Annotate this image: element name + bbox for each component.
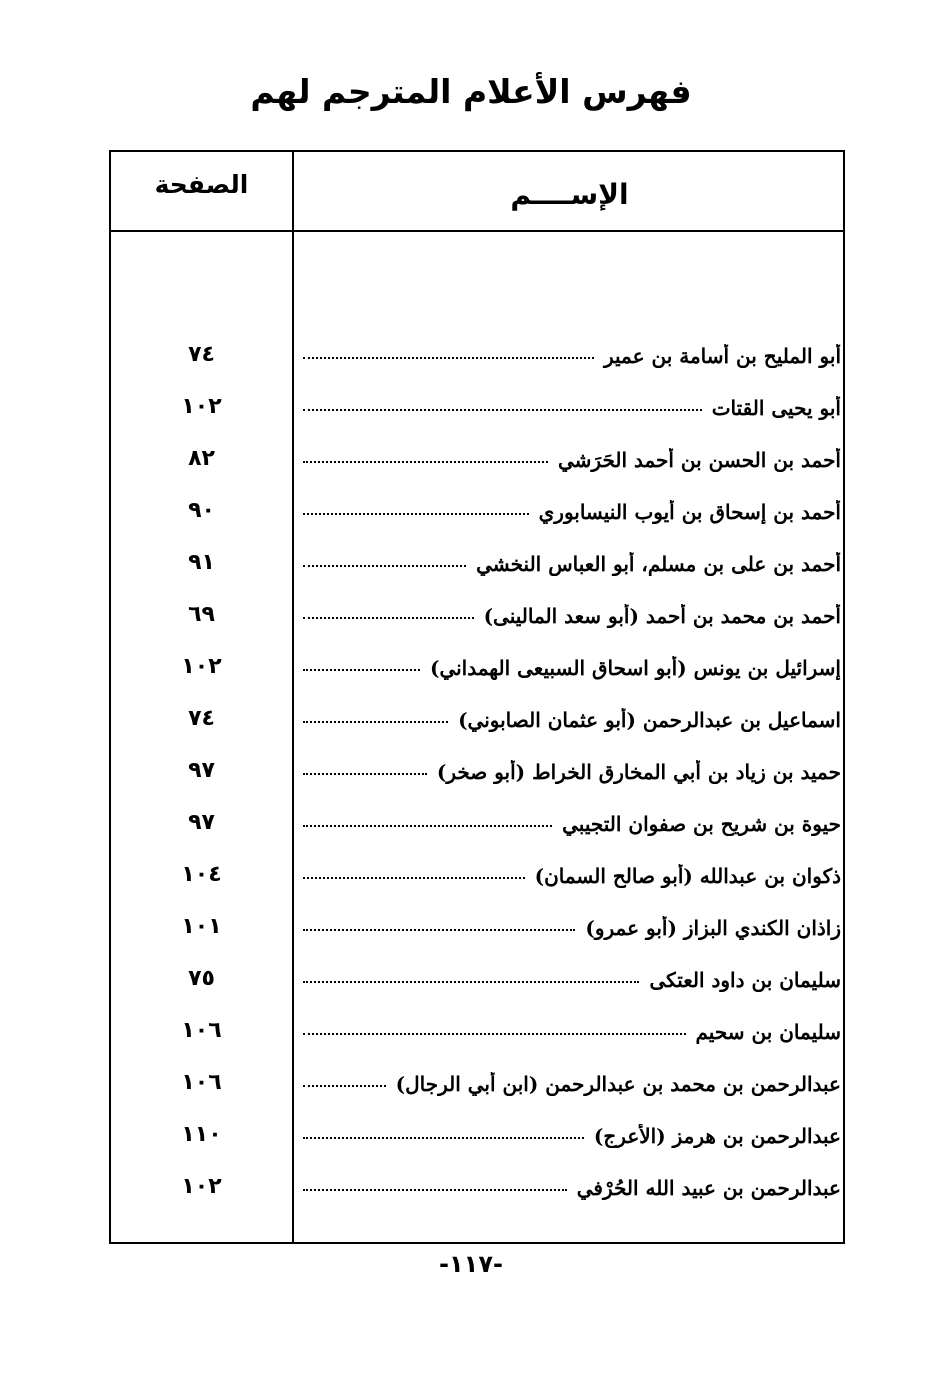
column-header-page: الصفحة	[154, 170, 249, 199]
entry-name	[303, 656, 841, 680]
table-row	[111, 904, 843, 956]
dot-leader	[303, 1189, 567, 1191]
index-table	[109, 150, 845, 1244]
dot-leader	[303, 1033, 686, 1035]
entry-name	[303, 812, 841, 836]
dot-leader	[303, 825, 552, 827]
table-row	[111, 696, 843, 748]
entry-name	[303, 552, 841, 576]
entry-name	[303, 1072, 841, 1096]
header-rule	[111, 230, 843, 232]
entry-page: ٩٧	[188, 810, 215, 835]
entry-page: ٩٠	[188, 498, 215, 523]
table-row	[111, 1112, 843, 1164]
entry-name-text: عبدالرحمن بن عبيد الله الحُرْفي	[576, 1176, 841, 1200]
entry-name-text: عبدالرحمن بن محمد بن عبدالرحمن (ابن أبي الرجال)	[395, 1072, 841, 1096]
entry-name	[303, 708, 841, 732]
page-title: فهرس الأعلام المترجم لهم	[250, 72, 692, 111]
entry-name	[303, 500, 841, 524]
table-row	[111, 592, 843, 644]
entry-page: ٧٥	[188, 966, 215, 991]
entry-name-text: ذكوان بن عبدالله (أبو صالح السمان)	[534, 864, 841, 888]
dot-leader	[303, 773, 427, 775]
entry-page: ٩٧	[188, 758, 215, 783]
entry-name-text: أحمد بن محمد بن أحمد (أبو سعد المالينى)	[483, 604, 841, 628]
entry-name-text: أحمد بن على بن مسلم، أبو العباس النخشي	[476, 552, 841, 576]
dot-leader	[303, 877, 525, 879]
table-row	[111, 644, 843, 696]
entry-page: ١٠١	[181, 914, 222, 939]
column-header-name: الإســــم	[510, 178, 629, 211]
entry-name	[303, 604, 841, 628]
entry-name	[303, 1020, 841, 1044]
entry-name-text: أبو يحيى القتات	[711, 396, 841, 420]
entry-name	[303, 344, 841, 368]
entry-name	[303, 916, 841, 940]
dot-leader	[303, 929, 575, 931]
entry-page: ١٠٦	[181, 1070, 222, 1095]
entry-name-text: أحمد بن إسحاق بن أيوب النيسابوري	[538, 500, 841, 524]
entry-name	[303, 1176, 841, 1200]
entry-name	[303, 760, 841, 784]
table-row	[111, 1164, 843, 1216]
dot-leader	[303, 1137, 584, 1139]
entry-name-text: أبو المليح بن أسامة بن عمير	[603, 344, 841, 368]
entry-name-text: سليمان بن داود العتكى	[649, 968, 841, 992]
entry-name-text: أحمد بن الحسن بن أحمد الحَرَشي	[557, 448, 841, 472]
entry-name-text: حيوة بن شريح بن صفوان التجيبي	[562, 812, 841, 836]
entry-page: ٨٢	[188, 446, 215, 471]
entry-page: ٧٤	[188, 706, 215, 731]
entry-name-text: اسماعيل بن عبدالرحمن (أبو عثمان الصابوني)	[458, 708, 841, 732]
entry-name	[303, 396, 841, 420]
entry-name-text: إسرائيل بن يونس (أبو اسحاق السبيعى الهمداني)	[429, 656, 841, 680]
table-row	[111, 1008, 843, 1060]
dot-leader	[303, 461, 548, 463]
dot-leader	[303, 617, 474, 619]
dot-leader	[303, 409, 702, 411]
table-row	[111, 540, 843, 592]
entry-name	[303, 864, 841, 888]
entry-name	[303, 1124, 841, 1148]
table-row	[111, 852, 843, 904]
table-row	[111, 748, 843, 800]
table-row	[111, 488, 843, 540]
entry-page: ٧٤	[188, 342, 215, 367]
table-row	[111, 1060, 843, 1112]
entry-page: ١٠٢	[181, 654, 222, 679]
entry-name	[303, 448, 841, 472]
dot-leader	[303, 721, 448, 723]
dot-leader	[303, 669, 420, 671]
entry-name-text: عبدالرحمن بن هرمز (الأعرج)	[593, 1124, 841, 1148]
table-row	[111, 436, 843, 488]
entry-page: ٦٩	[188, 602, 215, 627]
entry-page: ١٠٦	[181, 1018, 222, 1043]
entry-page: ١٠٢	[181, 394, 222, 419]
entry-name-text: زاذان الكندي البزاز (أبو عمرو)	[585, 916, 841, 940]
table-row	[111, 956, 843, 1008]
table-row	[111, 332, 843, 384]
entry-page: ١٠٤	[181, 862, 222, 887]
entry-page: ١١٠	[181, 1122, 222, 1147]
table-row	[111, 384, 843, 436]
dot-leader	[303, 565, 466, 567]
page-number: -١١٧-	[439, 1250, 503, 1278]
entry-name-text: حميد بن زياد بن أبي المخارق الخراط (أبو صخر)	[436, 760, 841, 784]
entry-page: ٩١	[188, 550, 215, 575]
dot-leader	[303, 513, 529, 515]
dot-leader	[303, 981, 639, 983]
entry-page: ١٠٢	[181, 1174, 222, 1199]
dot-leader	[303, 357, 594, 359]
table-row	[111, 800, 843, 852]
entry-name-text: سليمان بن سحيم	[695, 1020, 841, 1044]
dot-leader	[303, 1085, 386, 1087]
entry-name	[303, 968, 841, 992]
